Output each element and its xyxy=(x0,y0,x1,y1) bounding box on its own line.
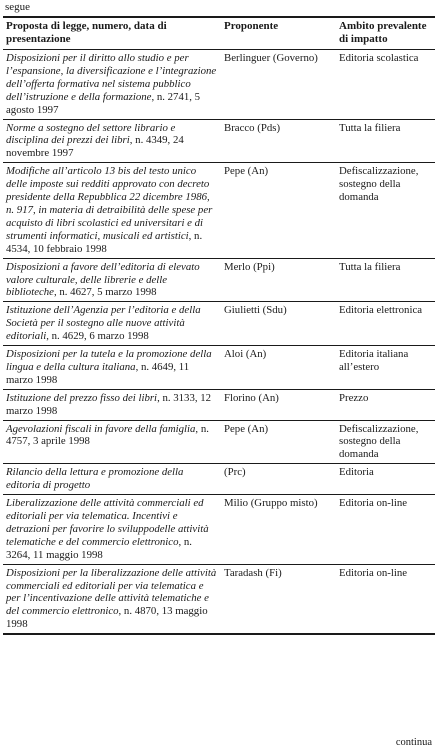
proposal-meta: , n. 3264, 11 maggio 1998 xyxy=(6,535,192,561)
table-row xyxy=(3,420,435,464)
proposal-title: Istituzione dell’Agenzia per l’editoria e della Società per il sostegno alle nuove attività editoriali xyxy=(6,304,201,343)
table-header-row xyxy=(3,17,435,50)
proponent-cell: Pepe (An) xyxy=(224,422,269,435)
proposal-meta: , n. 4629, 6 marzo 1998 xyxy=(46,330,149,343)
continuation-bottom-label: continua xyxy=(395,737,432,748)
table-row xyxy=(3,163,435,258)
proposal-title: Disposizioni per la liberalizzazione delle attività commerciali ed editoriali per via telematica e per l’incentivazione delle attività telematiche e del commercio elettronico xyxy=(6,566,217,618)
proposal-cell xyxy=(3,420,221,464)
table-row xyxy=(3,258,435,302)
proposal-meta: , n. 4757, 3 aprile 1998 xyxy=(6,422,209,448)
header-scope: Ambito prevalente di impatto xyxy=(339,20,427,45)
proponent-cell: Aloi (An) xyxy=(224,348,267,361)
proposal-title: Disposizioni a favore dell’editoria di elevato valore culturale, delle librerie e delle biblioteche xyxy=(6,260,200,299)
proposal-cell xyxy=(3,495,221,565)
table-row xyxy=(3,50,435,120)
proponent-cell: Giulietti (Sdu) xyxy=(224,304,287,317)
proponent-cell: Bracco (Pds) xyxy=(224,121,281,134)
header-proponent: Proponente xyxy=(224,20,279,32)
proposal-title: Istituzione del prezzo fisso dei libri xyxy=(6,391,158,404)
scope-cell: Editoria italiana all’estero xyxy=(339,348,409,373)
proposal-cell xyxy=(3,163,221,258)
proposal-cell xyxy=(3,50,221,120)
proposal-title: Norme a sostegno del settore librario e disciplina dei prezzi dei libri xyxy=(6,121,176,147)
table-row xyxy=(3,389,435,420)
proposal-cell xyxy=(3,346,221,390)
table-row xyxy=(3,302,435,346)
proposal-meta: , n. 4627, 5 marzo 1998 xyxy=(53,286,157,299)
proposal-meta: , n. 2741, 5 agosto 1997 xyxy=(6,90,201,116)
proposal-cell xyxy=(3,464,221,495)
proposal-cell xyxy=(3,302,221,346)
proponent-cell: Florino (An) xyxy=(224,391,279,404)
scope-cell: Editoria xyxy=(339,466,374,479)
proposal-title: Disposizioni per il diritto allo studio e per l’espansione, la diversificazione e l’integrazione dell’offerta formativa nel sistema pubblico dell’istruzione e della formazione xyxy=(6,52,217,103)
table-row xyxy=(3,346,435,390)
proponent-cell: Merlo (Ppi) xyxy=(224,260,275,273)
proposal-meta: , n. 4870, 13 maggio 1998 xyxy=(6,605,208,631)
proposal-title: Rilancio della lettura e promozione della editoria di progetto xyxy=(6,466,184,492)
proposal-meta: , n. 4349, 24 novembre 1997 xyxy=(6,134,184,160)
scope-cell: Defiscalizzazione, sostegno della domanda xyxy=(339,165,419,204)
continuation-top-label: segue xyxy=(5,1,31,13)
table-row xyxy=(3,464,435,495)
proposal-title: Liberalizzazione delle attività commerciali ed editoriali per via telematica. Incentivi e detrazioni per favorire lo sviluppodelle attività telematiche e del commercio elettronico xyxy=(6,497,209,548)
table-row xyxy=(3,564,435,634)
proponent-cell: (Prc) xyxy=(224,466,246,479)
proponent-cell: Berlinguer (Governo) xyxy=(224,52,318,64)
proponent-cell: Pepe (An) xyxy=(224,165,269,178)
proposal-cell xyxy=(3,119,221,163)
header-proposal: Proposta di legge, numero, data di presentazione xyxy=(6,20,167,45)
proposal-title: Disposizioni per la tutela e la promozione della lingua e della cultura italiana xyxy=(6,348,212,373)
scope-cell: Editoria scolastica xyxy=(339,52,419,64)
proposal-cell xyxy=(3,389,221,420)
table-row xyxy=(3,495,435,565)
scope-cell: Defiscalizzazione, sostegno della domanda xyxy=(339,422,419,461)
scope-cell: Prezzo xyxy=(339,391,369,404)
proposal-cell xyxy=(3,258,221,302)
proposal-meta: , n. 4534, 10 febbraio 1998 xyxy=(6,229,203,255)
scope-cell: Editoria on-line xyxy=(339,566,408,579)
scope-cell: Editoria on-line xyxy=(339,497,408,510)
scope-cell: Tutta la filiera xyxy=(339,121,401,134)
table-row xyxy=(3,119,435,163)
scope-cell: Editoria elettronica xyxy=(339,304,423,317)
proponent-cell: Taradash (Fi) xyxy=(224,566,282,579)
proposal-meta: , n. 4649, 11 marzo 1998 xyxy=(6,360,190,386)
proposal-cell xyxy=(3,564,221,634)
scope-cell: Tutta la filiera xyxy=(339,260,401,273)
proposal-title: Agevolazioni fiscali in favore della famiglia xyxy=(6,422,196,435)
proposal-title: Modifiche all’articolo 13 bis del testo unico delle imposte sui redditi approvato con decreto presidente della Repubblica 22 dicembre 1986, n. 917, in materia di detraibilità delle spese per acquisto di libri scolastici ed universitari e di strumenti informatici, musicali ed artistici xyxy=(6,165,213,242)
proposal-meta: , n. 3133, 12 marzo 1998 xyxy=(6,391,212,417)
legislation-table xyxy=(3,16,435,635)
proponent-cell: Milio (Gruppo misto) xyxy=(224,497,318,510)
